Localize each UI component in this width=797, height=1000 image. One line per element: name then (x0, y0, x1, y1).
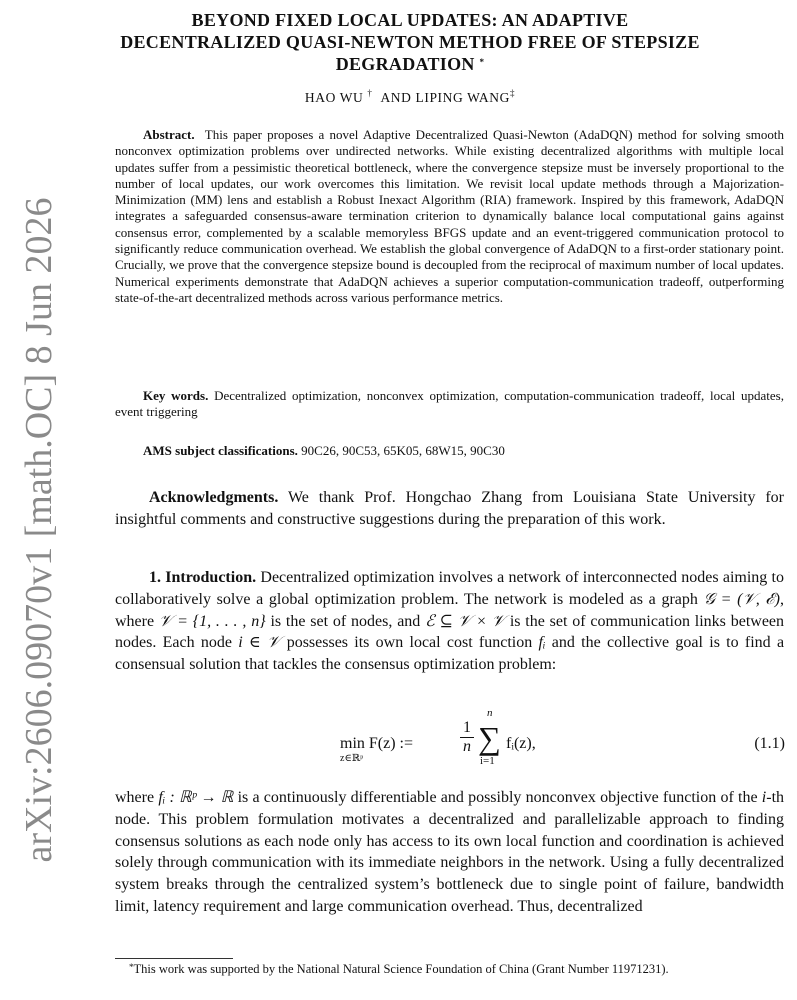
eq-subscript: z∈ℝᵖ (340, 753, 364, 764)
intro-text-4: is the set of communication links between nodes. Each node (115, 612, 785, 652)
abstract-heading: Abstract. (143, 127, 195, 142)
after-text-3: -th node. This problem formulation motivates a decentralized and parallelizable approach to finding consensus solutions as each node only has access to its own local function and coordination is achieved solely through communication with its immediate neighbors in the network. Using a fully decentralized system breaks through the centralized system’s bottleneck due to single point of failure, bandwidth limit, latency requirement and large communication overhead. Thus, decentralized (115, 789, 785, 915)
paper-title (100, 9, 720, 75)
math-i: i (761, 789, 767, 806)
author-list (100, 90, 720, 106)
ams-heading: AMS subject classifications. (143, 443, 298, 458)
footnote-rule (115, 958, 233, 959)
eq-sum-upper: n (487, 707, 493, 719)
eq-rhs: fᵢ(z), (506, 735, 536, 752)
title-line-1: BEYOND FIXED LOCAL UPDATES: AN ADAPTIVE (191, 10, 629, 30)
intro-text-3: is the set of nodes, and (270, 612, 421, 630)
author-2-mark: ‡ (509, 88, 516, 98)
introduction-paragraph (115, 567, 784, 676)
acknowledgments (115, 487, 784, 531)
intro-text-2: , where (115, 590, 784, 630)
intro-heading: 1. Introduction. (149, 569, 257, 586)
eq-lhs: min F(z) := (340, 735, 414, 752)
after-text-1: where (115, 789, 155, 806)
body-paragraph (115, 787, 784, 918)
ams-classifications (143, 443, 783, 459)
abstract (115, 127, 784, 306)
after-text-2: is a continuously differentiable and possibly nonconvex objective function of the (237, 789, 758, 806)
footnote-text: This work was supported by the National Natural Science Foundation of China (Grant Number 11971231). (133, 962, 669, 976)
footnote (115, 962, 784, 978)
eq-fraction (460, 719, 474, 756)
title-line-3 (100, 53, 720, 75)
math-fi-map: fᵢ : ℝᵖ → ℝ (158, 789, 234, 806)
equation-1-1 (340, 705, 785, 775)
eq-number: (1.1) (754, 735, 785, 752)
intro-text-1: Decentralized optimization involves a network of interconnected nodes aiming to collaboratively solve a global optimization problem. The network is modeled as a graph (115, 569, 784, 608)
math-nodes: 𝒱 = {1, . . . , n} (158, 612, 266, 630)
author-2: LIPING WANG (415, 90, 510, 105)
intro-text-5: possesses its own local cost function (286, 634, 533, 652)
arxiv-identifier-stamp (10, 197, 68, 863)
author-1: HAO WU (304, 90, 364, 105)
abstract-text: This paper proposes a novel Adaptive Decentralized Quasi-Newton (AdaDQN) method for solving smooth nonconvex optimization problems over undirected networks. While existing decentralized algorithms with multiple local updates suffer from a pessimistic theoretical bottleneck, where the convergence stepsize must be inversely proportional to the number of local updates, our work overcomes this limitation. We revisit local update methods through a Majorization-Minimization (MM) lens and establish a Robust Inexact Algorithm (RIA) framework. Inspired by this framework, AdaDQN integrates a safeguarded consensus-aware termination criterion to dynamically balance local computational gains against consensus error, complemented by a scalable memoryless BFGS update and an event-triggered communication protocol to significantly reduce communication overhead. We establish the global convergence of AdaDQN to a first-order stationary point. Crucially, we prove that the convergence stepsize bound is decoupled from the reciprocal of maximum number of local updates. Numerical experiments demonstrate that AdaDQN achieves a superior computation-communication tradeoff, outperforming state-of-the-art decentralized methods across various performance metrics. (115, 127, 784, 305)
math-node: i ∈ 𝒱 (238, 634, 281, 652)
keywords-heading: Key words. (143, 388, 209, 403)
keywords (115, 388, 784, 421)
intro-text-6: and the collective goal is to find a consensual solution that tackles the consensus optimization problem: (115, 634, 785, 674)
ack-text: We thank Prof. Hongchao Zhang from Louisiana State University for insightful comments and constructive suggestions during the preparation of this work. (115, 489, 785, 528)
footnote-mark: * (129, 962, 134, 972)
ams-text: 90C26, 90C53, 65K05, 68W15, 90C30 (301, 443, 505, 458)
eq-sum-lower: i=1 (480, 755, 495, 767)
arxiv-identifier-text: arXiv:2606.09070v1 [math.OC] 8 Jun 2026 (18, 197, 60, 863)
ack-heading: Acknowledgments. (149, 489, 279, 506)
title-line-2: DECENTRALIZED QUASI-NEWTON METHOD FREE OF STEPSIZE (120, 32, 700, 52)
title-line-3-text: DEGRADATION (335, 54, 475, 74)
math-edges: ℰ ⊆ 𝒱 × 𝒱 (425, 612, 505, 630)
title-footnote-mark: * (479, 57, 485, 67)
math-graph: 𝒢 = (𝒱, ℰ) (703, 590, 780, 608)
keywords-text: Decentralized optimization, nonconvex optimization, computation-communication tradeoff, local updates, event triggering (115, 388, 784, 420)
author-conjunction: AND (380, 90, 412, 105)
eq-denominator: n (463, 738, 471, 755)
eq-numerator: 1 (460, 719, 474, 738)
math-fi: fᵢ (538, 634, 546, 652)
author-1-mark: † (367, 88, 373, 98)
sum-symbol-icon: ∑ (478, 720, 501, 756)
